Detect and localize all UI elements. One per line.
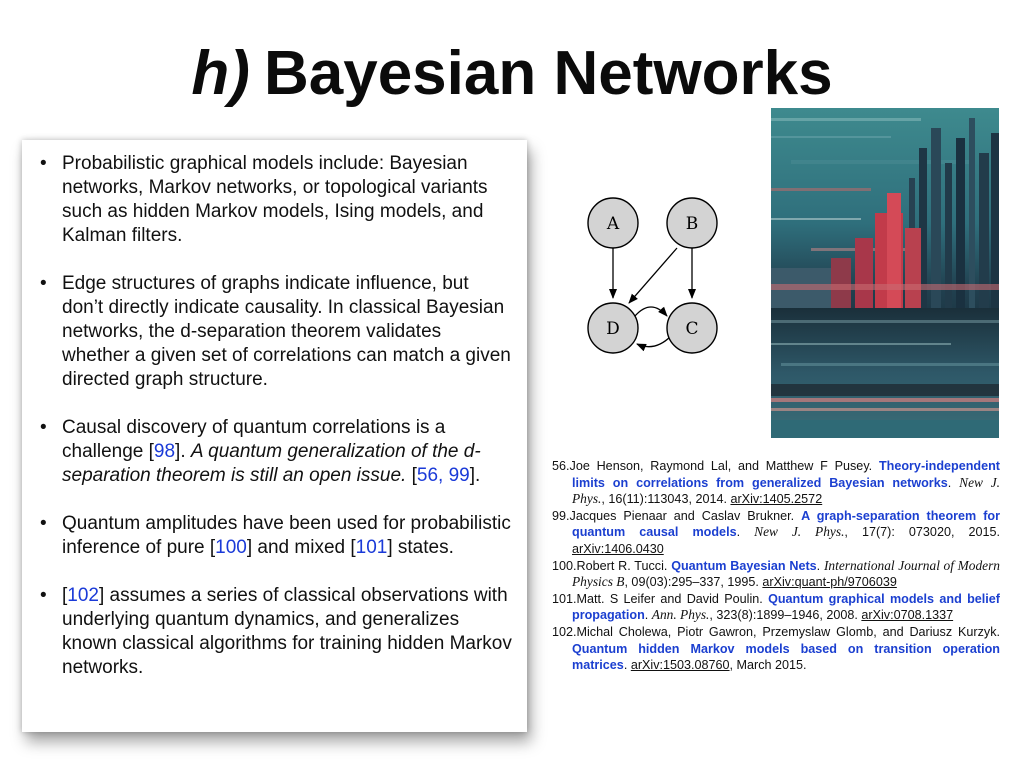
bullet-item xyxy=(40,584,514,680)
reference-title-link[interactable]: Quantum hidden Markov models based on transition operation matrices xyxy=(572,641,1000,673)
slide-title xyxy=(0,38,1024,110)
bullet-item xyxy=(40,272,514,392)
reference-authors: Michal Cholewa, Piotr Gawron, Przemyslaw Glomb, and Dariusz Kurzyk. xyxy=(576,624,1000,639)
node-d-label: D xyxy=(606,319,620,339)
bullet-text: ] and mixed [ xyxy=(246,537,356,558)
reference-entry: 56.Joe Henson, Raymond Lal, and Matthew F Pusey. Theory-independent limits on correlations from generalized Bayesian networks. New J. Phys., 16(11):113043, 2014. arXiv:1405.2572 xyxy=(552,459,1000,507)
node-a-label: A xyxy=(606,214,620,234)
reference-entry: 101.Matt. S Leifer and David Poulin. Quantum graphical models and belief propagation. Ann. Phys., 323(8):1899–1946, 2008. arXiv:0708.1337 xyxy=(552,591,1000,623)
edge-d-c xyxy=(635,307,667,316)
reference-number: 100. xyxy=(552,558,577,573)
bullet-text: [ xyxy=(62,585,68,606)
bullet-item xyxy=(40,512,514,560)
citation-link[interactable]: 102 xyxy=(67,585,99,606)
reference-authors: Joe Henson, Raymond Lal, and Matthew F Pusey. xyxy=(569,459,879,473)
reference-details: , 16(11):113043, 2014. xyxy=(601,492,731,507)
reference-journal: International Journal of Modern Physics B xyxy=(572,557,1001,590)
reference-title-link[interactable]: Theory-independent limits on correlations from generalized Bayesian networks xyxy=(572,459,1000,490)
bayesian-graph-diagram xyxy=(575,188,735,368)
bullet-text: ]. xyxy=(175,441,191,462)
bullet-text: Causal discovery of quantum correlations is a challenge [ xyxy=(62,417,446,462)
reference-title-link[interactable]: Quantum Bayesian Nets xyxy=(671,558,817,573)
reference-title-link[interactable]: Quantum graphical models and belief propagation xyxy=(572,591,1000,623)
reference-list xyxy=(552,458,1000,674)
node-d xyxy=(588,303,638,353)
reference-number: 99. xyxy=(552,508,570,523)
reference-authors: Jacques Pienaar and Caslav Brukner. xyxy=(569,508,802,523)
arxiv-link[interactable]: arXiv:quant-ph/9706039 xyxy=(762,575,897,590)
bullet-panel xyxy=(22,140,527,732)
reference-details: , 323(8):1899–1946, 2008. xyxy=(709,608,862,623)
bullet-text: ]. xyxy=(469,465,481,486)
bullet-text: Edge structures of graphs indicate influence, but don’t directly indicate causality. In classical Bayesian networks, the d-separation theorem validates whether a given set of correlations can match a given directed graph structure. xyxy=(62,273,511,390)
reference-entry: 100.Robert R. Tucci. Quantum Bayesian Nets. International Journal of Modern Physics B, 09(03):295–337, 1995. arXiv:quant-ph/9706039 xyxy=(552,557,1001,590)
bullet-dot: • xyxy=(40,513,47,534)
bullet-text: Quantum amplitudes have been used for probabilistic inference of pure [ xyxy=(62,513,511,558)
reference-tail: , March 2015. xyxy=(729,658,807,673)
bullet-list xyxy=(22,140,527,680)
reference-number: 102. xyxy=(552,624,577,639)
reference-journal: Ann. Phys. xyxy=(651,607,710,623)
reference-journal: New J. Phys. xyxy=(572,474,1000,507)
reference-number: 101. xyxy=(552,591,577,606)
citation-link[interactable]: 99 xyxy=(448,465,470,486)
bullet-item xyxy=(40,416,514,488)
reference-authors: Matt. S Leifer and David Poulin. xyxy=(576,591,769,606)
bullet-text: ] assumes a series of classical observations with underlying quantum dynamics, and generalizes known classical algorithms for training hidden Markov networks. xyxy=(62,585,512,678)
reference-authors: Robert R. Tucci. xyxy=(576,558,672,573)
edge-c-d xyxy=(637,336,671,347)
citation-link[interactable]: 100 xyxy=(215,537,247,558)
bullet-text: ] states. xyxy=(387,537,454,558)
reference-entry: 99.Jacques Pienaar and Caslav Brukner. A graph-separation theorem for quantum causal models. New J. Phys., 17(7): 073020, 2015. arXiv:1406.0430 xyxy=(552,508,1001,556)
node-a xyxy=(588,198,638,248)
reference-title-link[interactable]: A graph-separation theorem for quantum causal models xyxy=(572,508,1000,540)
citation-link[interactable]: 98 xyxy=(153,441,176,462)
bullet-dot: • xyxy=(40,153,47,174)
node-b-label: B xyxy=(685,214,699,234)
reference-journal: New J. Phys. xyxy=(754,524,845,540)
bullet-item xyxy=(40,152,514,248)
edge-b-d xyxy=(629,248,677,303)
bullet-dot: • xyxy=(40,585,47,606)
title-main: Bayesian Networks xyxy=(263,39,833,108)
node-c-label: C xyxy=(685,319,699,339)
reference-details: , 09(03):295–337, 1995. xyxy=(624,575,763,590)
reference-details: , 17(7): 073020, 2015. xyxy=(844,525,1001,540)
node-c xyxy=(667,303,717,353)
citation-link[interactable]: 56 xyxy=(416,465,439,486)
title-prefix: h) xyxy=(191,39,250,108)
node-b xyxy=(667,198,717,248)
arxiv-link[interactable]: arXiv:1406.0430 xyxy=(572,541,664,556)
bullet-dot: • xyxy=(40,417,47,438)
bullet-text: [ xyxy=(406,465,417,486)
arxiv-link[interactable]: arXiv:1503.08760 xyxy=(630,658,730,673)
bullet-dot: • xyxy=(40,273,47,294)
reference-number: 56. xyxy=(552,459,570,473)
bullet-text: Probabilistic graphical models include: Bayesian networks, Markov networks, or topological variants such as hidden Markov models, Ising models, and Kalman filters. xyxy=(62,153,488,246)
bullet-italic-text: A quantum generalization of the d-separation theorem is still an open issue. xyxy=(62,441,481,486)
arxiv-link[interactable]: arXiv:1405.2572 xyxy=(730,492,823,507)
abstract-city-artwork xyxy=(771,108,999,438)
arxiv-link[interactable]: arXiv:0708.1337 xyxy=(861,608,954,623)
citation-link[interactable]: 101 xyxy=(355,537,388,558)
reference-entry: 102.Michal Cholewa, Piotr Gawron, Przemyslaw Glomb, and Dariusz Kurzyk. Quantum hidden Markov models based on transition operation matrices. arXiv:1503.08760, March 2015. xyxy=(552,624,1000,673)
citation-separator: , xyxy=(438,465,449,486)
